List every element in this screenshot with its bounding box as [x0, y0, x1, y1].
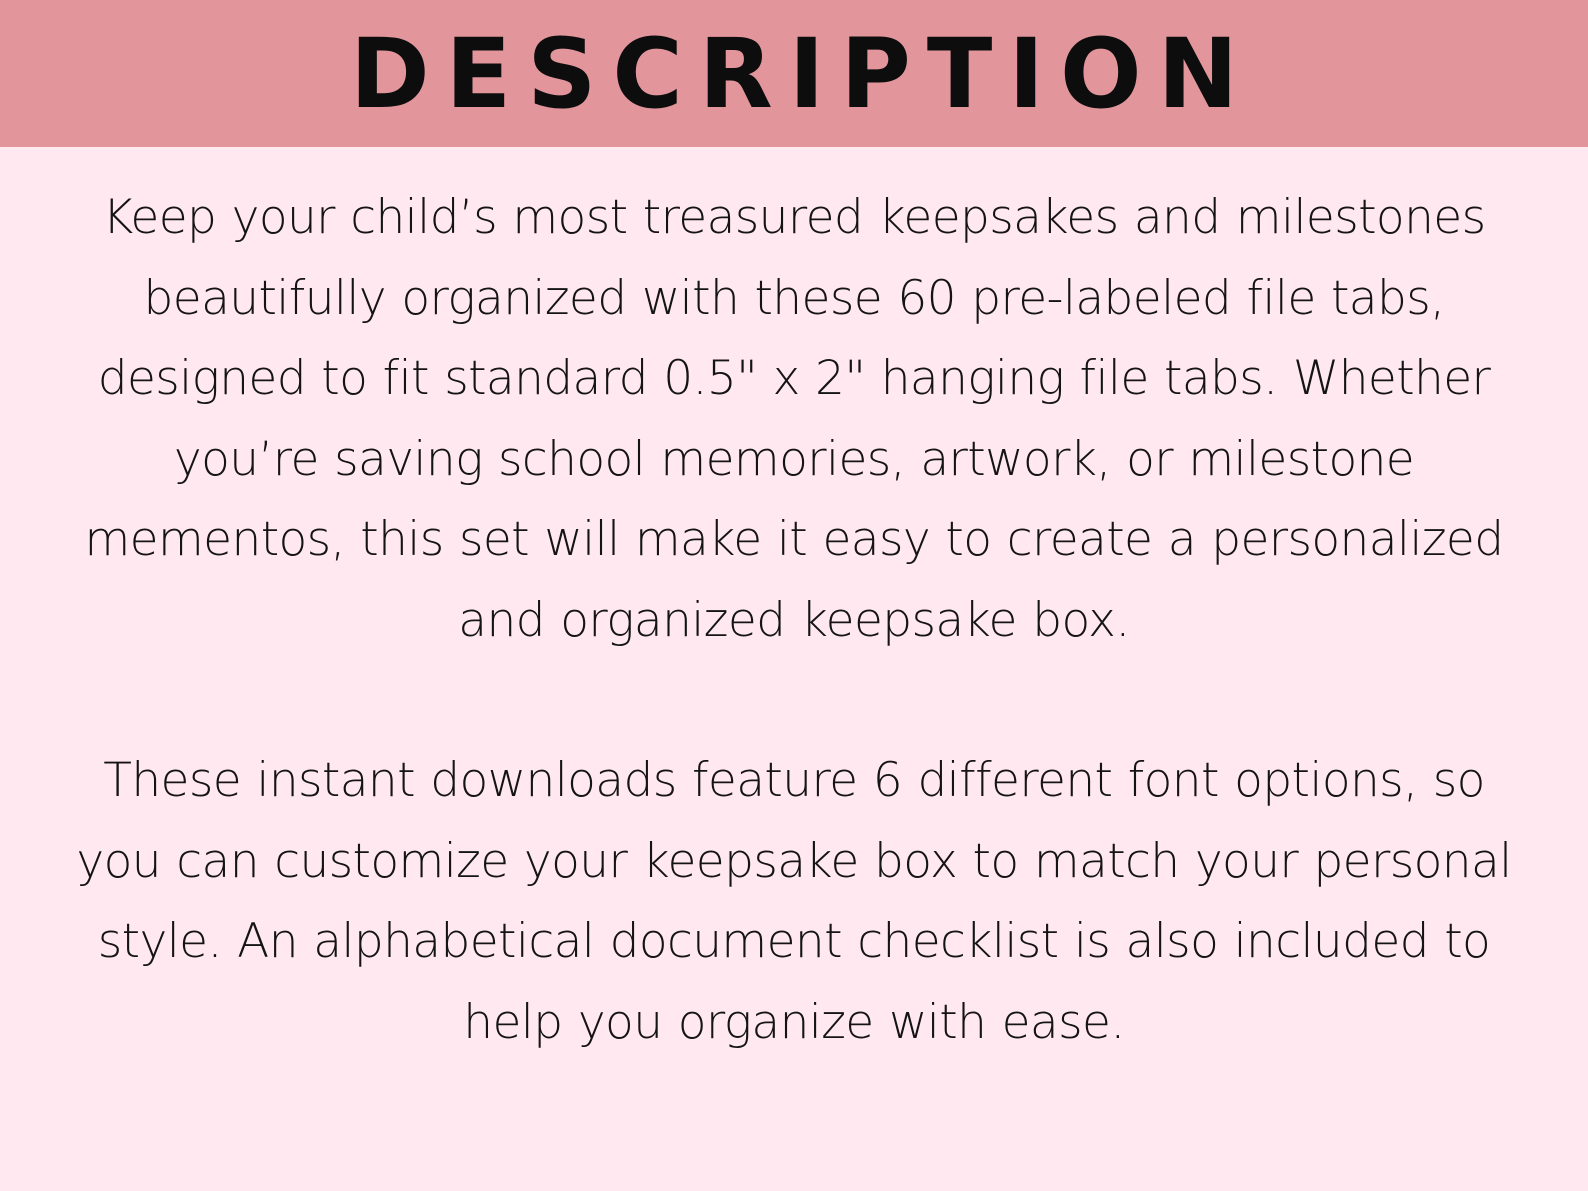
- description-body: [70, 178, 1518, 1063]
- description-paragraph-1: Keep your child’s most treasured keepsakes and milestones beautifully organized with these 60 pre-labeled file tabs, designed to fit standard 0.5" x 2" hanging file tabs. Whether you’re saving school memories, artwork, or milestone mementos, this set will make it easy to create a personalized and organized keepsake box.: [84, 190, 1504, 648]
- header-banner: [0, 0, 1588, 147]
- page-title: DESCRIPTION: [349, 17, 1254, 130]
- description-paragraph-2: These instant downloads feature 6 different font options, so you can customize your keepsake box to match your personal style. An alphabetical document checklist is also included to help you organize with ease.: [76, 753, 1512, 1050]
